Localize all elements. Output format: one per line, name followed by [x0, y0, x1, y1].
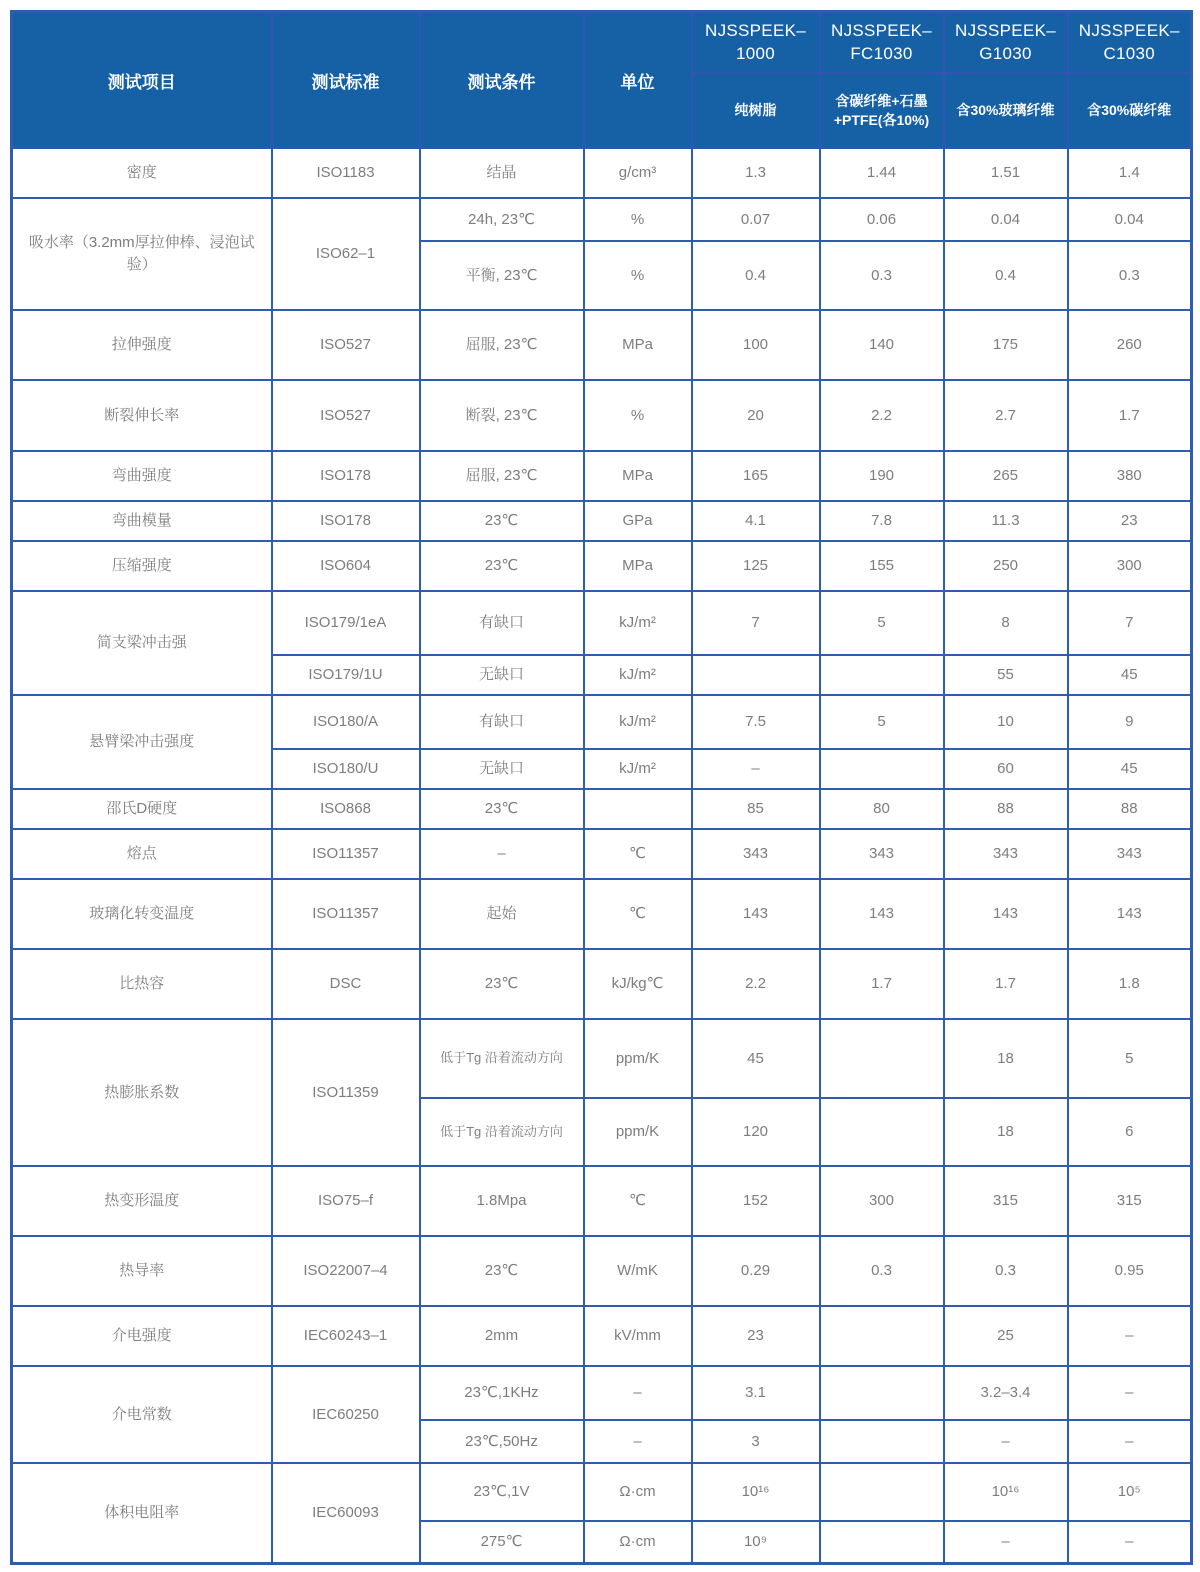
header-row-products [12, 12, 1192, 74]
cell-val: 5 [820, 695, 944, 749]
table-row [12, 1463, 1192, 1521]
cell-val: 7 [1068, 591, 1192, 655]
cell-std: ISO178 [272, 451, 420, 501]
cell-unit: kJ/m² [584, 591, 692, 655]
cell-cond: 1.8Mpa [420, 1166, 584, 1236]
table-row [12, 879, 1192, 949]
cell-val: 0.29 [692, 1236, 820, 1306]
cell-item: 悬臂梁冲击强度 [12, 695, 272, 789]
product-desc-fc1030: 含碳纤维+石墨+PTFE(各10%) [820, 73, 944, 148]
cell-std: ISO604 [272, 541, 420, 591]
cell-item: 热导率 [12, 1236, 272, 1306]
cell-val: 3 [692, 1420, 820, 1463]
cell-val: 45 [1068, 655, 1192, 695]
table-row [12, 541, 1192, 591]
cell-std: ISO11357 [272, 879, 420, 949]
cell-val: 2.2 [692, 949, 820, 1019]
cell-std: ISO868 [272, 789, 420, 829]
cell-std: ISO180/A [272, 695, 420, 749]
cell-unit: ℃ [584, 879, 692, 949]
cell-unit: ppm/K [584, 1098, 692, 1166]
cell-unit: MPa [584, 541, 692, 591]
cell-unit: – [584, 1366, 692, 1420]
table-row [12, 501, 1192, 541]
cell-val: – [1068, 1521, 1192, 1563]
cell-val: 7 [692, 591, 820, 655]
cell-item: 邵氏D硬度 [12, 789, 272, 829]
cell-val: 2.2 [820, 380, 944, 451]
cell-cond: 起始 [420, 879, 584, 949]
cell-std: ISO62–1 [272, 198, 420, 310]
cell-val: 23 [692, 1306, 820, 1366]
cell-val: 10⁵ [1068, 1463, 1192, 1521]
table-row [12, 695, 1192, 749]
product-desc-1000: 纯树脂 [692, 73, 820, 148]
cell-val: 0.3 [820, 1236, 944, 1306]
cell-val: 18 [944, 1098, 1068, 1166]
cell-val: 1.4 [1068, 148, 1192, 198]
cell-item: 简支梁冲击强 [12, 591, 272, 695]
cell-val: 315 [944, 1166, 1068, 1236]
cell-std: ISO11359 [272, 1019, 420, 1166]
cell-item: 热膨胀系数 [12, 1019, 272, 1166]
cell-item: 介电常数 [12, 1366, 272, 1463]
cell-unit: ppm/K [584, 1019, 692, 1098]
cell-cond: 无缺口 [420, 655, 584, 695]
cell-unit: – [584, 1420, 692, 1463]
product-header-fc1030: NJSSPEEK–FC1030 [820, 12, 944, 74]
cell-val: 300 [1068, 541, 1192, 591]
cell-val: 88 [1068, 789, 1192, 829]
cell-std: DSC [272, 949, 420, 1019]
cell-std: ISO179/1eA [272, 591, 420, 655]
cell-cond: 有缺口 [420, 591, 584, 655]
cell-val: 165 [692, 451, 820, 501]
cell-val: 155 [820, 541, 944, 591]
cell-val: 1.7 [944, 949, 1068, 1019]
cell-cond: 有缺口 [420, 695, 584, 749]
cell-cond: 275℃ [420, 1521, 584, 1563]
cell-cond: 23℃,1V [420, 1463, 584, 1521]
cell-val: 380 [1068, 451, 1192, 501]
cell-val [820, 1306, 944, 1366]
cell-item: 比热容 [12, 949, 272, 1019]
cell-val: 3.2–3.4 [944, 1366, 1068, 1420]
cell-cond: 23℃,50Hz [420, 1420, 584, 1463]
cell-cond: 无缺口 [420, 749, 584, 789]
cell-cond: 屈服, 23℃ [420, 451, 584, 501]
cell-val: 60 [944, 749, 1068, 789]
col-header-test-standard: 测试标准 [272, 12, 420, 149]
cell-cond: 低于Tg 沿着流动方向 [420, 1019, 584, 1098]
cell-val: 18 [944, 1019, 1068, 1098]
table-row [12, 1236, 1192, 1306]
cell-val: – [1068, 1366, 1192, 1420]
col-header-test-item: 测试项目 [12, 12, 272, 149]
cell-unit: W/mK [584, 1236, 692, 1306]
table-row [12, 1306, 1192, 1366]
product-desc-g1030: 含30%玻璃纤维 [944, 73, 1068, 148]
cell-val: 5 [820, 591, 944, 655]
cell-val: 140 [820, 310, 944, 380]
cell-val: 125 [692, 541, 820, 591]
cell-unit: % [584, 198, 692, 241]
cell-std: ISO179/1U [272, 655, 420, 695]
cell-val: – [944, 1521, 1068, 1563]
cell-val: 25 [944, 1306, 1068, 1366]
cell-std: ISO1183 [272, 148, 420, 198]
cell-val: 45 [1068, 749, 1192, 789]
cell-val: 1.51 [944, 148, 1068, 198]
cell-val: 3.1 [692, 1366, 820, 1420]
cell-unit: ℃ [584, 829, 692, 879]
cell-cond: 23℃ [420, 541, 584, 591]
cell-unit: kV/mm [584, 1306, 692, 1366]
cell-val: 7.8 [820, 501, 944, 541]
cell-val [820, 1463, 944, 1521]
cell-val: 100 [692, 310, 820, 380]
cell-val: 8 [944, 591, 1068, 655]
cell-val: 343 [1068, 829, 1192, 879]
cell-std: ISO180/U [272, 749, 420, 789]
cell-std: ISO178 [272, 501, 420, 541]
table-row [12, 789, 1192, 829]
cell-std: IEC60250 [272, 1366, 420, 1463]
cell-val [820, 749, 944, 789]
cell-item: 压缩强度 [12, 541, 272, 591]
cell-val: – [692, 749, 820, 789]
cell-val: – [1068, 1420, 1192, 1463]
cell-cond: 结晶 [420, 148, 584, 198]
cell-val: 0.04 [1068, 198, 1192, 241]
cell-val: 315 [1068, 1166, 1192, 1236]
cell-val [820, 1420, 944, 1463]
cell-val [820, 1521, 944, 1563]
table-row [12, 1166, 1192, 1236]
cell-val: 260 [1068, 310, 1192, 380]
cell-val: 190 [820, 451, 944, 501]
cell-item: 弯曲强度 [12, 451, 272, 501]
cell-val: 265 [944, 451, 1068, 501]
cell-item: 玻璃化转变温度 [12, 879, 272, 949]
cell-val: 45 [692, 1019, 820, 1098]
cell-cond: 23℃ [420, 501, 584, 541]
cell-val: 1.44 [820, 148, 944, 198]
cell-cond: 低于Tg 沿着流动方向 [420, 1098, 584, 1166]
cell-item: 拉伸强度 [12, 310, 272, 380]
cell-val: 343 [820, 829, 944, 879]
cell-std: ISO527 [272, 310, 420, 380]
cell-val: 300 [820, 1166, 944, 1236]
cell-cond: 23℃ [420, 789, 584, 829]
cell-cond: 屈服, 23℃ [420, 310, 584, 380]
cell-val: 1.7 [820, 949, 944, 1019]
table-row [12, 949, 1192, 1019]
cell-unit: kJ/m² [584, 749, 692, 789]
cell-val: 120 [692, 1098, 820, 1166]
cell-unit: ℃ [584, 1166, 692, 1236]
cell-unit: % [584, 241, 692, 310]
cell-val: 0.06 [820, 198, 944, 241]
cell-item: 熔点 [12, 829, 272, 879]
cell-val: 20 [692, 380, 820, 451]
product-header-g1030: NJSSPEEK–G1030 [944, 12, 1068, 74]
table-row [12, 310, 1192, 380]
cell-std: ISO527 [272, 380, 420, 451]
peek-spec-table [10, 10, 1193, 1565]
cell-val: 0.3 [944, 1236, 1068, 1306]
table-row [12, 380, 1192, 451]
cell-item: 热变形温度 [12, 1166, 272, 1236]
cell-val: 10⁹ [692, 1521, 820, 1563]
cell-std: IEC60243–1 [272, 1306, 420, 1366]
cell-val: 250 [944, 541, 1068, 591]
table-row [12, 591, 1192, 655]
cell-cond: 2mm [420, 1306, 584, 1366]
cell-unit: kJ/m² [584, 655, 692, 695]
cell-item: 体积电阻率 [12, 1463, 272, 1563]
cell-val: 10 [944, 695, 1068, 749]
cell-val [820, 1098, 944, 1166]
product-header-1000: NJSSPEEK–1000 [692, 12, 820, 74]
cell-val: 143 [944, 879, 1068, 949]
cell-val: 5 [1068, 1019, 1192, 1098]
cell-std: ISO22007–4 [272, 1236, 420, 1306]
cell-val [820, 1366, 944, 1420]
cell-val [692, 655, 820, 695]
cell-val: 9 [1068, 695, 1192, 749]
cell-val: 343 [944, 829, 1068, 879]
cell-val: – [944, 1420, 1068, 1463]
table-row [12, 198, 1192, 241]
cell-val: 4.1 [692, 501, 820, 541]
cell-val: 85 [692, 789, 820, 829]
cell-val: 55 [944, 655, 1068, 695]
cell-unit [584, 789, 692, 829]
cell-cond: – [420, 829, 584, 879]
col-header-test-condition: 测试条件 [420, 12, 584, 149]
cell-item: 弯曲模量 [12, 501, 272, 541]
cell-unit: g/cm³ [584, 148, 692, 198]
cell-val: 0.95 [1068, 1236, 1192, 1306]
cell-unit: Ω·cm [584, 1521, 692, 1563]
cell-val: 10¹⁶ [944, 1463, 1068, 1521]
cell-std: IEC60093 [272, 1463, 420, 1563]
cell-cond: 23℃,1KHz [420, 1366, 584, 1420]
cell-unit: % [584, 380, 692, 451]
cell-val: 80 [820, 789, 944, 829]
cell-cond: 24h, 23℃ [420, 198, 584, 241]
cell-cond: 平衡, 23℃ [420, 241, 584, 310]
cell-val: 0.07 [692, 198, 820, 241]
table-header [12, 12, 1192, 149]
table-row [12, 1366, 1192, 1420]
cell-std: ISO75–f [272, 1166, 420, 1236]
cell-cond: 23℃ [420, 1236, 584, 1306]
cell-val: 11.3 [944, 501, 1068, 541]
cell-val: 143 [692, 879, 820, 949]
cell-val: 0.3 [820, 241, 944, 310]
cell-val: 152 [692, 1166, 820, 1236]
cell-val: 88 [944, 789, 1068, 829]
cell-unit: MPa [584, 310, 692, 380]
cell-val: 143 [820, 879, 944, 949]
product-header-c1030: NJSSPEEK–C1030 [1068, 12, 1192, 74]
cell-item: 介电强度 [12, 1306, 272, 1366]
table-row [12, 451, 1192, 501]
table-row [12, 829, 1192, 879]
cell-cond: 23℃ [420, 949, 584, 1019]
table-row [12, 148, 1192, 198]
cell-val: 0.4 [944, 241, 1068, 310]
cell-unit: kJ/m² [584, 695, 692, 749]
cell-std: ISO11357 [272, 829, 420, 879]
cell-val: 6 [1068, 1098, 1192, 1166]
cell-val [820, 1019, 944, 1098]
cell-val: 175 [944, 310, 1068, 380]
col-header-unit: 单位 [584, 12, 692, 149]
cell-item: 断裂伸长率 [12, 380, 272, 451]
cell-unit: kJ/kg℃ [584, 949, 692, 1019]
cell-val: 1.8 [1068, 949, 1192, 1019]
cell-val: 0.4 [692, 241, 820, 310]
cell-val: 143 [1068, 879, 1192, 949]
cell-val: 343 [692, 829, 820, 879]
cell-unit: MPa [584, 451, 692, 501]
cell-val: 1.3 [692, 148, 820, 198]
cell-val: 2.7 [944, 380, 1068, 451]
cell-val: 0.04 [944, 198, 1068, 241]
cell-cond: 断裂, 23℃ [420, 380, 584, 451]
cell-val [820, 655, 944, 695]
cell-val: 7.5 [692, 695, 820, 749]
cell-item: 密度 [12, 148, 272, 198]
cell-val: 23 [1068, 501, 1192, 541]
cell-unit: GPa [584, 501, 692, 541]
cell-val: 1.7 [1068, 380, 1192, 451]
cell-val: 0.3 [1068, 241, 1192, 310]
table-row [12, 1019, 1192, 1098]
cell-unit: Ω·cm [584, 1463, 692, 1521]
cell-val: – [1068, 1306, 1192, 1366]
product-desc-c1030: 含30%碳纤维 [1068, 73, 1192, 148]
cell-val: 10¹⁶ [692, 1463, 820, 1521]
table-body [12, 148, 1192, 1563]
cell-item: 吸水率（3.2mm厚拉伸棒、浸泡试验） [12, 198, 272, 310]
